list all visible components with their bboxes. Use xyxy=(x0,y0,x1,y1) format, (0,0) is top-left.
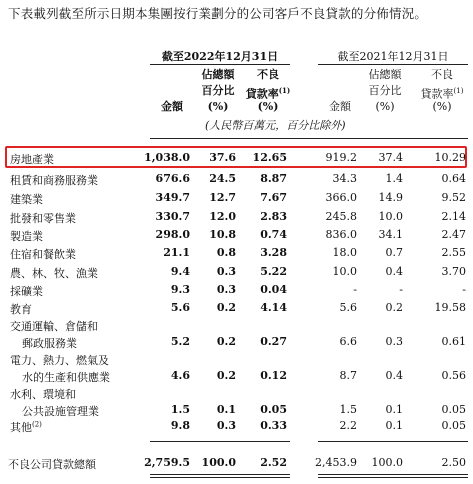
row-label-line1: 交通運輸、倉儲和 xyxy=(10,320,98,333)
pct-header-2021-line2: 百分比 xyxy=(368,84,402,97)
cell-amount-2021: 34.3 xyxy=(332,172,357,185)
row-label xyxy=(10,191,43,207)
total-pct-2021: 100.0 xyxy=(371,456,403,469)
cell-pct-2022: 0.2 xyxy=(216,369,236,382)
amount-header-2021: 金額 xyxy=(329,100,351,113)
row-label-text: 批發和零售業 xyxy=(10,212,76,225)
cell-amount-2022: 4.6 xyxy=(170,369,190,382)
cell-amount-2021: 245.8 xyxy=(325,210,357,223)
cell-amount-2022: 1.5 xyxy=(170,403,190,416)
row-label xyxy=(10,301,32,317)
npl-header-2021-note: (1) xyxy=(453,87,464,95)
pct-header-2022 xyxy=(196,67,240,99)
cell-amount-2022: 330.7 xyxy=(155,210,190,223)
cell-npl-2022: 3.28 xyxy=(260,246,287,259)
cell-amount-2021: 366.0 xyxy=(325,191,357,204)
row-label xyxy=(10,172,98,188)
row-label xyxy=(10,228,43,244)
cell-pct-2021: - xyxy=(399,283,403,296)
subtotal-rule-2022 xyxy=(150,441,290,442)
pct-header-2022-line2: 百分比 xyxy=(201,84,235,97)
cell-npl-2022: 0.04 xyxy=(260,283,287,296)
cell-amount-2022: 9.4 xyxy=(170,265,190,278)
cell-pct-2022: 0.2 xyxy=(216,301,236,314)
row-label-line1: 水利、環境和 xyxy=(10,388,76,401)
row-label-text: 其他 xyxy=(10,421,32,434)
pct-unit-2021a: (%) xyxy=(375,100,395,113)
cell-npl-2021: 0.05 xyxy=(441,403,466,416)
npl-header-2022-text: 貸款率 xyxy=(245,87,279,101)
pct-header-2021 xyxy=(360,67,410,99)
cell-npl-2022: 4.14 xyxy=(260,301,287,314)
cell-amount-2021: 1.5 xyxy=(339,403,357,416)
cell-pct-2021: 34.1 xyxy=(378,228,403,241)
cell-npl-2021: 9.52 xyxy=(441,191,466,204)
cell-pct-2022: 0.3 xyxy=(216,283,236,296)
npl-header-2021-line1: 不良 xyxy=(431,68,453,81)
cell-amount-2021: 8.7 xyxy=(339,369,357,382)
cell-pct-2021: 0.2 xyxy=(385,301,403,314)
row-label-line1: 電力、熱力、燃氣及 xyxy=(10,354,109,367)
total-rule-2021b xyxy=(318,477,468,478)
cell-amount-2021: 18.0 xyxy=(332,246,357,259)
row-label-note: (2) xyxy=(32,420,42,429)
cell-amount-2022: 9.8 xyxy=(170,419,190,432)
cell-pct-2021: 10.0 xyxy=(378,210,403,223)
row-label-text: 農、林、牧、漁業 xyxy=(10,267,98,280)
cell-npl-2021: 0.61 xyxy=(441,335,466,348)
header-bottom-rule xyxy=(150,138,468,139)
cell-pct-2022: 0.2 xyxy=(216,335,236,348)
npl-header-2021-text: 貸款率 xyxy=(420,87,454,101)
row-label-text: 建築業 xyxy=(10,193,43,206)
cell-pct-2022: 37.6 xyxy=(209,151,236,164)
row-label-text: 住宿和餐飲業 xyxy=(10,248,76,261)
pct-unit-2021b: (%) xyxy=(432,100,452,113)
row-label-text: 採礦業 xyxy=(10,285,43,298)
npl-header-2022-line1: 不良 xyxy=(257,68,279,81)
pct-unit-2022a: (%) xyxy=(207,100,229,113)
cell-pct-2022: 0.8 xyxy=(216,246,236,259)
row-label-line2: 公共設施管理業 xyxy=(22,405,99,418)
pct-header-2022-line1: 佔總額 xyxy=(201,68,235,81)
total-amount-2021: 2,453.9 xyxy=(315,456,357,469)
cell-amount-2021: - xyxy=(353,283,357,296)
cell-pct-2021: 0.7 xyxy=(385,246,403,259)
cell-npl-2022: 5.22 xyxy=(260,265,287,278)
cell-pct-2022: 0.3 xyxy=(216,265,236,278)
total-rule-2022a xyxy=(150,474,290,475)
period-header-2022: 截至2022年12月31日 xyxy=(161,50,279,63)
total-rule-2022b xyxy=(150,477,290,478)
cell-pct-2022: 0.1 xyxy=(216,403,236,416)
pct-unit-2022b: (%) xyxy=(257,100,279,113)
cell-amount-2021: 919.2 xyxy=(325,151,357,164)
cell-pct-2021: 37.4 xyxy=(378,151,403,164)
cell-amount-2021: 6.6 xyxy=(339,335,357,348)
cell-npl-2021: 10.29 xyxy=(434,151,466,164)
pct-header-2021-line1: 佔總額 xyxy=(368,68,402,81)
cell-amount-2022: 21.1 xyxy=(163,246,190,259)
cell-amount-2021: 836.0 xyxy=(325,228,357,241)
cell-pct-2022: 24.5 xyxy=(209,172,236,185)
cell-npl-2021: 2.55 xyxy=(441,246,466,259)
cell-pct-2021: 0.4 xyxy=(385,265,403,278)
cell-amount-2021: 5.6 xyxy=(339,301,357,314)
cell-amount-2022: 298.0 xyxy=(155,228,190,241)
row-label xyxy=(10,419,42,435)
total-npl-2022: 2.52 xyxy=(260,456,287,469)
cell-npl-2022: 12.65 xyxy=(252,151,287,164)
row-label-text: 製造業 xyxy=(10,230,43,243)
row-label xyxy=(10,265,98,281)
row-label xyxy=(10,151,54,167)
cell-amount-2022: 676.6 xyxy=(155,172,190,185)
total-npl-2021: 2.50 xyxy=(441,456,466,469)
cell-amount-2021: 10.0 xyxy=(332,265,357,278)
amount-header-2022: 金額 xyxy=(161,100,183,113)
row-label-line2: 郵政服務業 xyxy=(22,337,77,350)
cell-npl-2021: 0.05 xyxy=(441,419,466,432)
cell-pct-2022: 12.0 xyxy=(209,210,236,223)
cell-npl-2021: 2.47 xyxy=(441,228,466,241)
cell-npl-2021: 19.58 xyxy=(434,301,466,314)
cell-npl-2022: 7.67 xyxy=(260,191,287,204)
row-label-line2: 水的生產和供應業 xyxy=(22,371,110,384)
npl-header-2022-note: (1) xyxy=(278,86,291,95)
cell-pct-2022: 12.7 xyxy=(209,191,236,204)
cell-amount-2021: 2.2 xyxy=(339,419,357,432)
npl-header-2021 xyxy=(416,67,468,103)
cell-pct-2022: 0.3 xyxy=(216,419,236,432)
cell-pct-2021: 0.3 xyxy=(385,335,403,348)
cell-npl-2021: 0.64 xyxy=(441,172,466,185)
cell-pct-2022: 10.8 xyxy=(209,228,236,241)
units-note: (人民幣百萬元，百分比除外) xyxy=(205,119,346,132)
total-rule-2021a xyxy=(318,474,468,475)
cell-npl-2022: 0.33 xyxy=(260,419,287,432)
cell-pct-2021: 14.9 xyxy=(378,191,403,204)
cell-npl-2022: 2.83 xyxy=(260,210,287,223)
total-amount-2022: 2,759.5 xyxy=(144,456,190,469)
cell-npl-2021: 0.56 xyxy=(441,369,466,382)
cell-npl-2022: 0.27 xyxy=(260,335,287,348)
cell-pct-2021: 0.4 xyxy=(385,369,403,382)
cell-pct-2021: 1.4 xyxy=(385,172,403,185)
cell-amount-2022: 5.2 xyxy=(170,335,190,348)
cell-pct-2021: 0.1 xyxy=(385,403,403,416)
cell-npl-2022: 0.12 xyxy=(260,369,287,382)
period-header-2021: 截至2021年12月31日 xyxy=(337,50,449,63)
row-label xyxy=(10,246,76,262)
cell-amount-2022: 1,038.0 xyxy=(144,151,190,164)
row-label-text: 租賃和商務服務業 xyxy=(10,174,98,187)
cell-pct-2021: 0.1 xyxy=(385,419,403,432)
row-label xyxy=(10,210,76,226)
total-pct-2022: 100.0 xyxy=(201,456,236,469)
cell-npl-2022: 0.74 xyxy=(260,228,287,241)
cell-npl-2021: 3.70 xyxy=(441,265,466,278)
subtotal-rule-2021 xyxy=(318,441,468,442)
npl-header-2022 xyxy=(245,67,291,103)
cell-npl-2021: - xyxy=(462,283,466,296)
row-label xyxy=(10,283,43,299)
header-rule-2022 xyxy=(150,64,290,65)
cell-npl-2022: 8.87 xyxy=(260,172,287,185)
row-label-text: 教育 xyxy=(10,303,32,316)
cell-amount-2022: 349.7 xyxy=(155,191,190,204)
intro-text: 下表載列截至所示日期本集團按行業劃分的公司客戶不良貸款的分佈情況。 xyxy=(8,6,428,21)
cell-npl-2022: 0.05 xyxy=(260,403,287,416)
total-label: 不良公司貸款總額 xyxy=(8,458,96,471)
cell-amount-2022: 9.3 xyxy=(170,283,190,296)
row-label-text: 房地產業 xyxy=(10,153,54,166)
cell-amount-2022: 5.6 xyxy=(170,301,190,314)
header-rule-2021 xyxy=(318,64,468,65)
cell-npl-2021: 2.14 xyxy=(441,210,466,223)
